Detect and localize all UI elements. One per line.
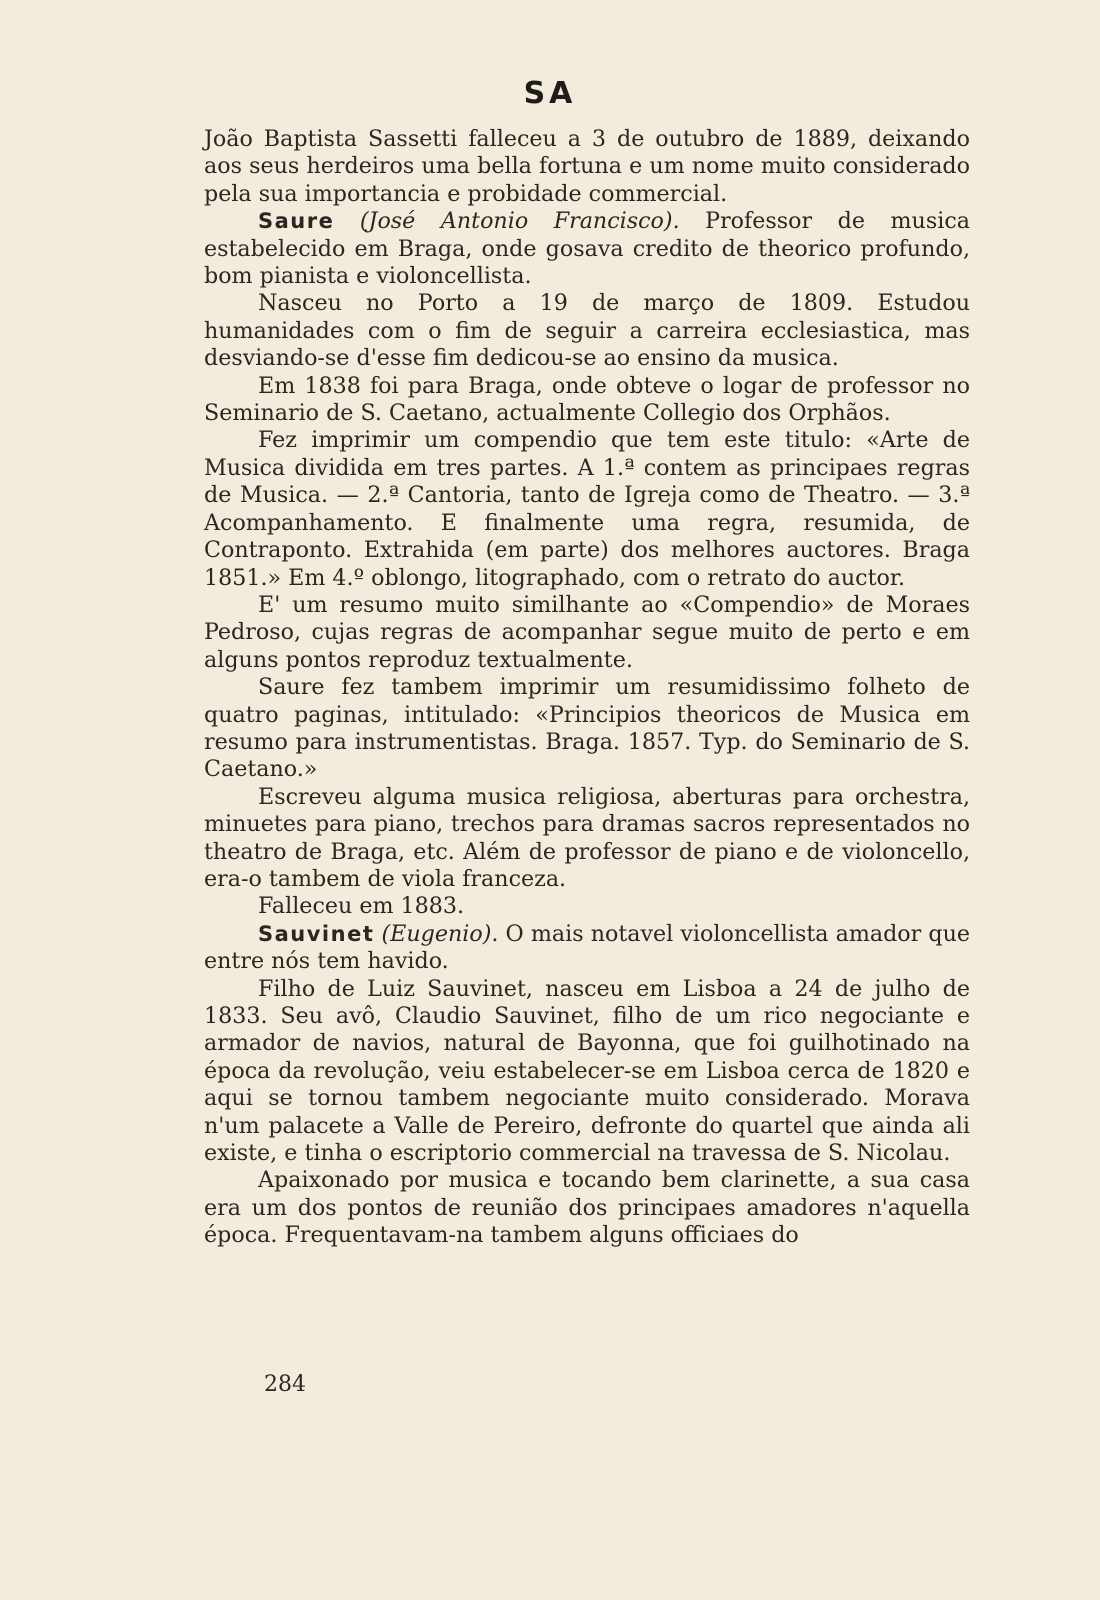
paragraph [204, 893, 970, 920]
paragraph-text: João Baptista Sassetti falleceu a 3 de outubro de 1889, deixando aos seus herdeiros uma bella fortuna e um nome muito considerado pela sua importancia e probidade commercial. [204, 126, 970, 207]
dictionary-entry-sauvinet [204, 921, 970, 976]
page-number: 284 [264, 1372, 306, 1397]
running-header: SA [523, 76, 577, 111]
paragraph-text: Nasceu no Porto a 19 de março de 1809. Estudou humanidades com o fim de seguir a carreira ecclesiastica, mas desviando-se d'esse fim dedicou-se ao ensino da musica. [204, 290, 970, 372]
paragraph [204, 784, 970, 894]
paragraph-text: Em 1838 foi para Braga, onde obteve o logar de professor no Seminario de S. Caetano, actualmente Collegio dos Orphãos. [204, 372, 970, 427]
entry-headword: Sauvinet [258, 921, 375, 946]
paragraph [204, 674, 970, 784]
paragraph-text: E' um resumo muito similhante ao «Compendio» de Moraes Pedroso, cujas regras de acompanhar segue muito de perto e em alguns pontos reproduz textualmente. [204, 591, 970, 673]
paragraph [204, 592, 970, 674]
paragraph-text: Falleceu em 1883. [258, 893, 465, 920]
paragraph [204, 126, 970, 208]
paragraph-text: Saure fez tambem imprimir um resumidissimo folheto de quatro paginas, intitulado: «Principios theoricos de Musica em resumo para instrumentistas. Braga. 1857. Typ. do Seminario de S. Caetano.» [204, 674, 970, 783]
paragraph-text: Filho de Luiz Sauvinet, nasceu em Lisboa a 24 de julho de 1833. Seu avô, Claudio Sauvinet, filho de um rico negociante e armador de navios, natural de Bayonna, que foi guilhotinado na época da revolução, veiu estabelecer-se em Lisboa cerca de 1820 e aqui se tornou tambem negociante muito considerado. Morava n'um palacete a Valle de Pereiro, defronte do quartel que ainda ali existe, e tinha o escriptorio commercial na travessa de S. Nicolau. [204, 975, 970, 1167]
paragraph [204, 1167, 970, 1249]
dictionary-entry-saure [204, 208, 970, 290]
entry-fullname: (Eugenio). [381, 920, 499, 947]
paragraph [204, 290, 970, 372]
paragraph [204, 427, 970, 591]
paragraph-text: Escreveu alguma musica religiosa, aberturas para orchestra, minuetes para piano, trechos para dramas sacros representados no theatro de Braga, etc. Além de professor de piano e de violoncello, era-o tambem de viola franceza. [204, 783, 970, 892]
paragraph-text: O mais notavel violoncellista amador que entre nós tem havido. [204, 920, 971, 975]
paragraph-text: Apaixonado por musica e tocando bem clarinette, a sua casa era um dos pontos de reunião dos principaes amadores n'aquella época. Frequentavam-na tambem alguns officiaes do [204, 1167, 970, 1249]
paragraph-text: Fez imprimir um compendio que tem este titulo: «Arte de Musica dividida em tres partes. A 1.ª contem as principaes regras de Musica. — 2.ª Cantoria, tanto de Igreja como de Theatro. — 3.ª Acompanhamento. E finalmente uma regra, resumida, de Contraponto. Extrahida (em parte) dos melhores auctores. Braga 1851.» Em 4.º oblongo, litographado, com o retrato do auctor. [204, 427, 970, 591]
entry-headword: Saure [258, 209, 335, 234]
entry-fullname: (José Antonio Francisco). [359, 208, 680, 235]
paragraph [204, 373, 970, 428]
body-text [204, 126, 970, 1250]
paragraph-text: Professor de musica estabelecido em Braga, onde gosava credito de theorico profundo, bom pianista e violoncellista. [204, 208, 970, 290]
paragraph [204, 976, 970, 1168]
